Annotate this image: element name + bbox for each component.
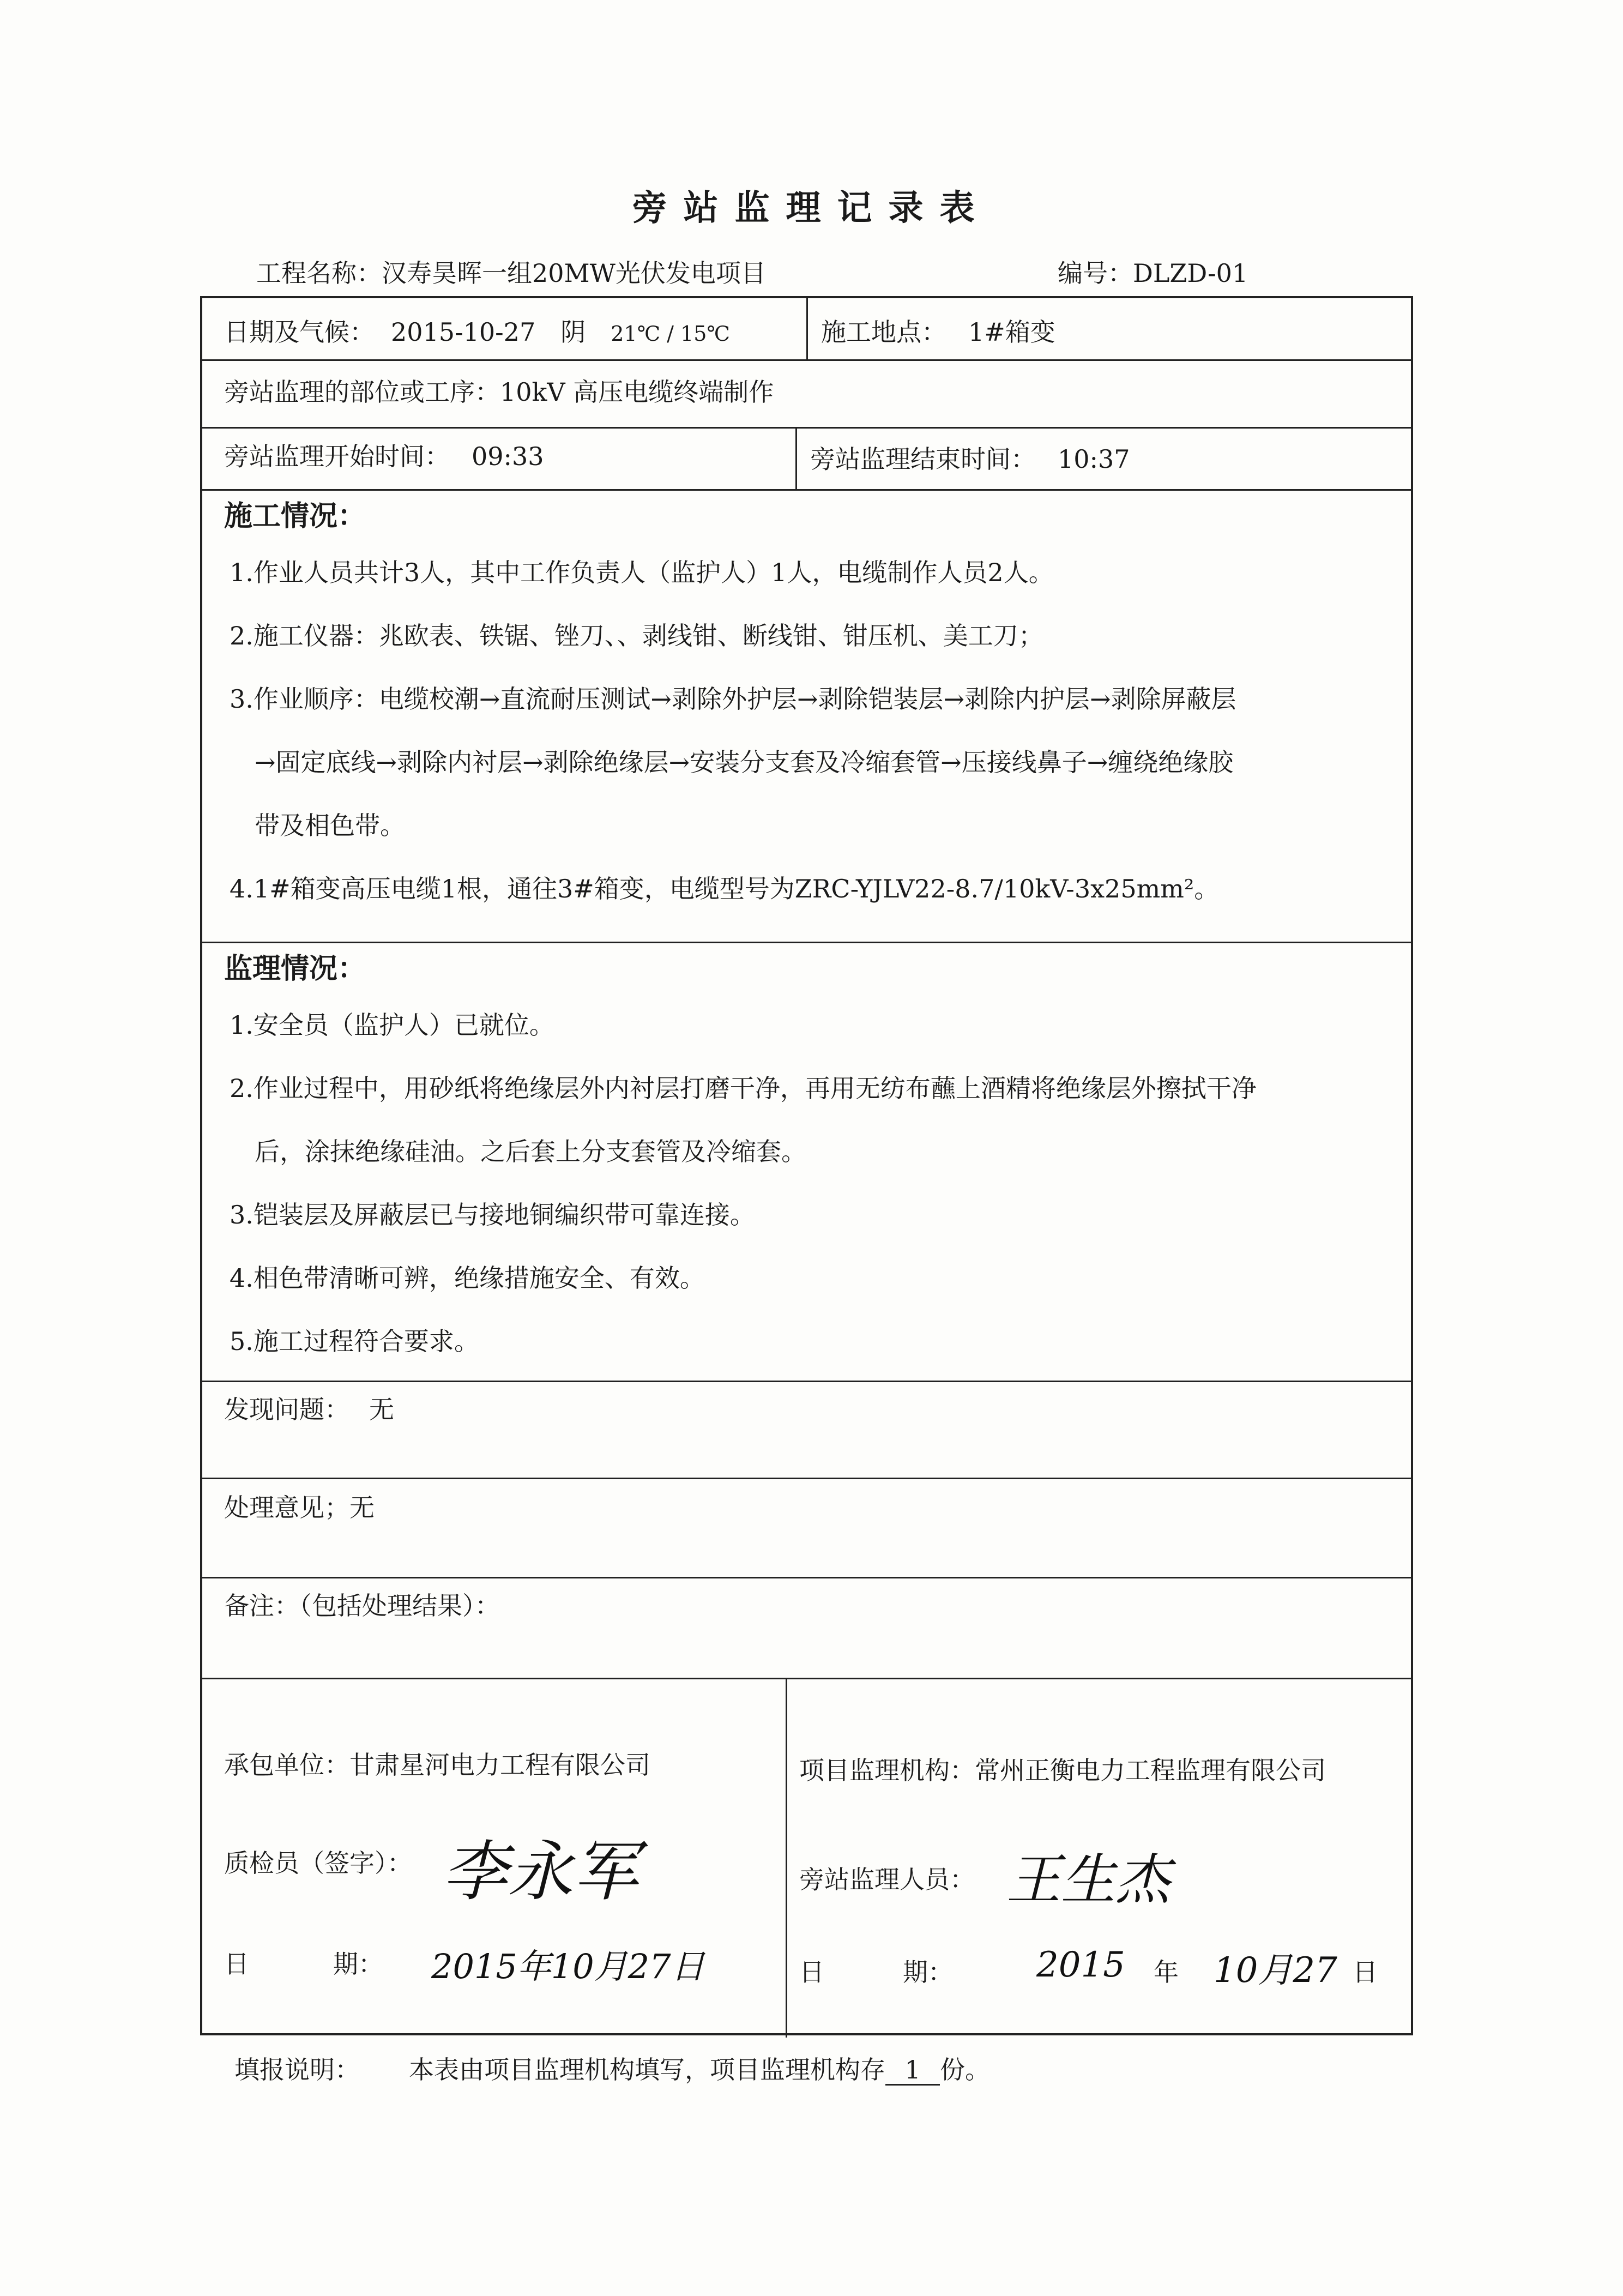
supervisor-signature: 王生杰 xyxy=(1006,1848,1170,1912)
supervisor-label: 旁站监理人员： xyxy=(799,1865,975,1894)
divider xyxy=(202,359,1411,361)
divider xyxy=(202,1478,1411,1479)
divider xyxy=(202,427,1411,429)
issues-cell xyxy=(224,1393,394,1426)
opinion-label: 处理意见； xyxy=(224,1493,349,1522)
list-item: 4.相色带清晰可辨，绝缘措施安全、有效。 xyxy=(230,1263,705,1293)
process-value: 10kV 高压电缆终端制作 xyxy=(500,377,774,407)
divider xyxy=(786,1678,787,2038)
end-time-label: 旁站监理结束时间： xyxy=(810,444,1036,474)
construction-list xyxy=(230,541,1389,920)
supervisor-date-label-a: 日 xyxy=(799,1957,824,1987)
copies-value: 1 xyxy=(885,2056,940,2086)
opinion-value: 无 xyxy=(349,1493,375,1522)
list-item: 2.作业过程中，用砂纸将绝缘层外内衬层打磨干净，再用无纺布蘸上酒精将绝缘层外擦拭干净 xyxy=(230,1074,1257,1103)
supervision-org: 项目监理机构：常州正衡电力工程监理有限公司 xyxy=(799,1756,1326,1785)
list-item: 3.铠装层及屏蔽层已与接地铜编织带可靠连接。 xyxy=(230,1200,755,1230)
list-item: 2.施工仪器：兆欧表、铁锯、锉刀、、剥线钳、断线钳、钳压机、美工刀； xyxy=(230,621,1043,650)
date-value: 2015-10-27 xyxy=(391,317,536,347)
filling-note-label: 填报说明： xyxy=(234,2055,360,2084)
supervisor-date-ri: 日 xyxy=(1353,1957,1378,1987)
inspector-signature: 李永军 xyxy=(442,1834,638,1910)
start-time-value: 09:33 xyxy=(472,442,544,471)
supervisor-date-label-b: 期： xyxy=(903,1957,953,1987)
record-form xyxy=(200,296,1413,2035)
list-item: 5.施工过程符合要求。 xyxy=(230,1327,479,1356)
date-label: 日期及气候： xyxy=(224,317,375,347)
list-item: 4.1#箱变高压电缆1根，通往3#箱变，电缆型号为ZRC-YJLV22-8.7/10kV-3x25mm²。 xyxy=(230,874,1220,903)
end-time-cell xyxy=(810,443,1130,475)
list-item: 1.安全员（监护人）已就位。 xyxy=(230,1010,554,1040)
divider xyxy=(806,298,808,359)
inspector-label: 质检员（签字）： xyxy=(224,1848,412,1878)
list-item: 带及相色带。 xyxy=(255,811,405,840)
serial-number: 编号：DLZD-01 xyxy=(1058,258,1248,288)
divider xyxy=(202,489,1411,491)
divider xyxy=(202,1381,1411,1382)
construction-heading: 施工情况： xyxy=(224,499,366,533)
divider xyxy=(202,1678,1411,1679)
filling-note-text: 本表由项目监理机构填写，项目监理机构存 xyxy=(409,2055,885,2084)
supervisor-date-nian: 年 xyxy=(1154,1957,1179,1987)
contractor-date-label-a: 日 xyxy=(224,1949,249,1979)
opinion-cell xyxy=(224,1491,375,1524)
divider xyxy=(202,1577,1411,1578)
start-time-label: 旁站监理开始时间： xyxy=(224,442,450,471)
process-cell xyxy=(224,376,774,408)
list-item: 后，涂抹绝缘硅油。之后套上分支套管及冷缩套。 xyxy=(255,1137,806,1166)
list-item: →固定底线→剥除内衬层→剥除绝缘层→安装分支套及冷缩套管→压接线鼻子→缠绕绝缘胶 xyxy=(255,748,1234,777)
weather-value: 阴 xyxy=(560,317,586,347)
divider xyxy=(202,942,1411,943)
list-item: 3.作业顺序：电缆校潮→直流耐压测试→剥除外护层→剥除铠装层→剥除内护层→剥除屏蔽层 xyxy=(230,684,1236,714)
list-item: 1.作业人员共计3人，其中工作负责人（监护人）1人，电缆制作人员2人。 xyxy=(230,558,1054,587)
supervision-heading: 监理情况： xyxy=(224,952,366,985)
page-title: 旁站监理记录表 xyxy=(632,188,991,228)
start-time-cell xyxy=(224,440,544,473)
temperature-value: 21℃ / 15℃ xyxy=(611,322,730,346)
process-label: 旁站监理的部位或工序： xyxy=(224,377,500,407)
site-cell xyxy=(821,316,1055,348)
end-time-value: 10:37 xyxy=(1058,444,1130,474)
date-weather-cell xyxy=(224,316,730,350)
issues-value: 无 xyxy=(369,1395,394,1424)
issues-label: 发现问题： xyxy=(224,1395,349,1424)
supervisor-date-month-day: 10月27 xyxy=(1214,1950,1337,1991)
site-label: 施工地点： xyxy=(821,317,946,347)
remarks-label: 备注：（包括处理结果）： xyxy=(224,1591,500,1620)
contractor-date-handwritten: 2015年10月27日 xyxy=(431,1947,705,1986)
supervisor-date-year: 2015 xyxy=(1036,1945,1125,1985)
filling-note xyxy=(234,2050,990,2086)
site-value: 1#箱变 xyxy=(968,317,1055,347)
supervision-list xyxy=(230,993,1389,1373)
filling-note-suffix: 份。 xyxy=(940,2055,990,2084)
contractor-date-label-b: 期： xyxy=(333,1949,383,1979)
divider xyxy=(795,427,797,489)
project-name: 工程名称：汉寿昊晖一组20MW光伏发电项目 xyxy=(256,258,766,288)
contractor-unit: 承包单位：甘肃星河电力工程有限公司 xyxy=(224,1750,650,1780)
